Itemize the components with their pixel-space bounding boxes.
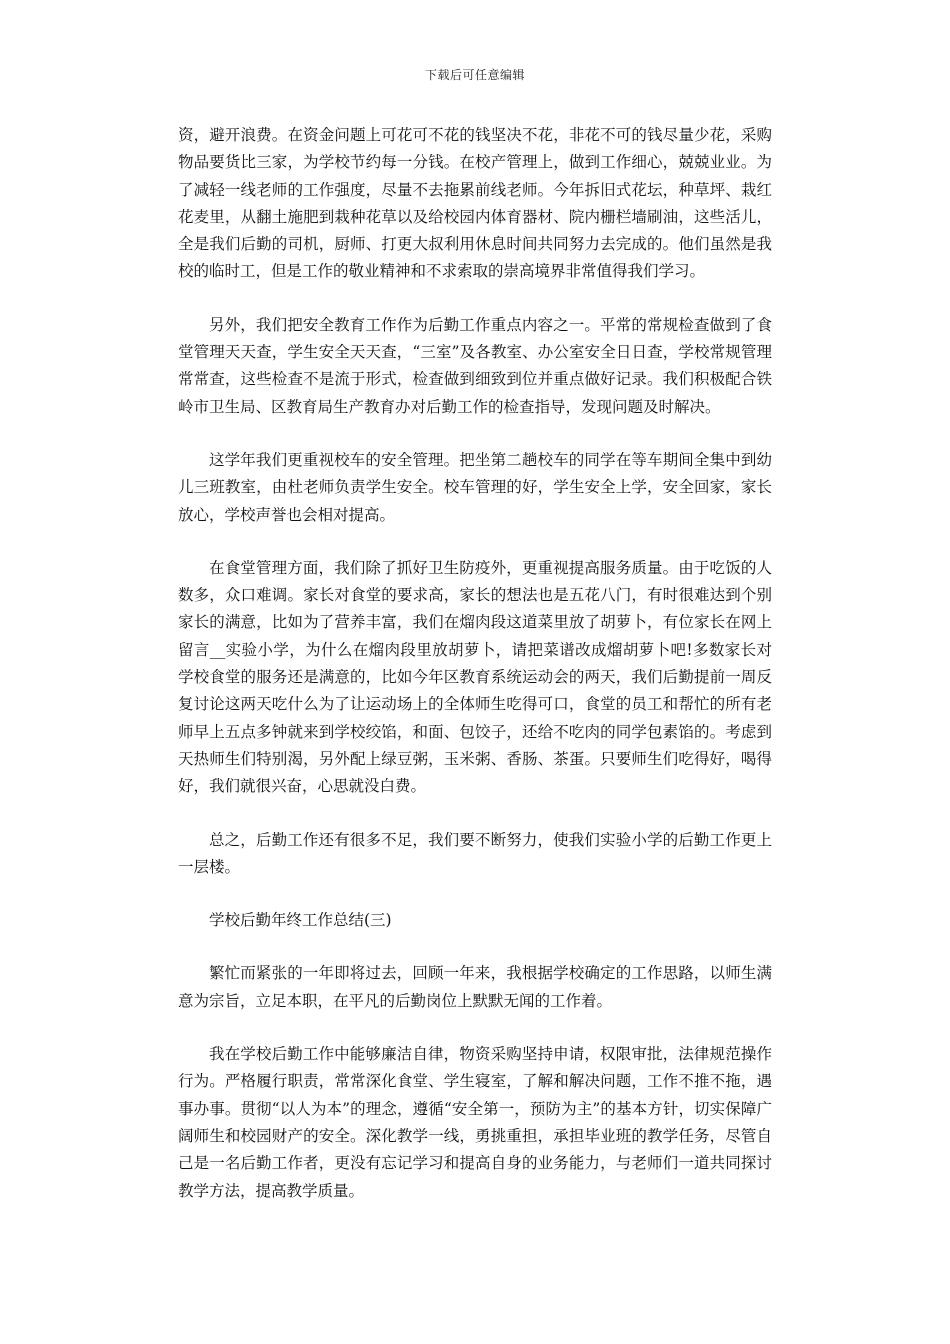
paragraph-canteen: 在食堂管理方面，我们除了抓好卫生防疫外，更重视提高服务质量。由于吃饭的人数多，众口难调。家长对食堂的要求高，家长的想法也是五花八门，有时很难达到个别家长的满意，比如为了营养丰富，我们在熘肉段这道菜里放了胡萝卜，有位家长在网上留言__实验小学，为什么在熘肉段里放胡萝卜，请把菜谱改成熘胡萝卜吧!多数家长对学校食堂的服务还是满意的，比如今年区教育系统运动会的两天，我们后勤提前一周反复讨论这两天吃什么为了让运动场上的全体师生吃得可口，食堂的员工和帮忙的所有老师早上五点多钟就来到学校绞馅，和面、包饺子，还给不吃肉的同学包素馅的。考虑到天热师生们特别渴，另外配上绿豆粥，玉米粥、香肠、茶蛋。只要师生们吃得好，喝得好，我们就很兴奋，心思就没白费。 [178, 558, 772, 796]
section-title: 学校后勤年终工作总结(三) [209, 911, 392, 930]
paragraph-safety-education: 另外，我们把安全教育工作作为后勤工作重点内容之一。平常的常规检查做到了食堂管理天天查，学生安全天天查，“三室”及各教室、办公室安全日日查，学校常规管理常常查，这些检查不是流于形式，检查做到细致到位并重点做好记录。我们积极配合铁岭市卫生局、区教育局生产教育办对后勤工作的检查指导，发现问题及时解决。 [178, 315, 772, 416]
paragraph-school-bus: 这学年我们更重视校车的安全管理。把坐第二趟校车的同学在等车期间全集中到幼儿三班教室，由杜老师负责学生安全。校车管理的好，学生安全上学，安全回家，家长放心，学校声誉也会相对提高。 [178, 450, 772, 524]
paragraph-self-discipline: 我在学校后勤工作中能够廉洁自律，物资采购坚持申请，权限审批，法律规范操作行为。严格履行职责，常常深化食堂、学生寝室，了解和解决问题，工作不推不拖，遇事办事。贯彻“以人为本”的理念，遵循“安全第一，预防为主”的基本方针，切实保障广阔师生和校园财产的安全。深化教学一线，勇挑重担，承担毕业班的教学任务，尽管自己是一名后勤工作者，更没有忘记学习和提高自身的业务能力，与老师们一道共同探讨教学方法，提高教学质量。 [178, 1045, 772, 1200]
paragraph-intro: 繁忙而紧张的一年即将过去，回顾一年来，我根据学校确定的工作思路，以师生满意为宗旨，立足本职，在平凡的后勤岗位上默默无闻的工作着。 [178, 964, 772, 1010]
page-header: 下载后可任意编辑 [424, 68, 525, 82]
paragraph-continuation: 资，避开浪费。在资金问题上可花可不花的钱坚决不花，非花不可的钱尽量少花，采购物品要货比三家，为学校节约每一分钱。在校产管理上，做到工作细心，兢兢业业。为了减轻一线老师的工作强度，尽量不去拖累前线老师。今年拆旧式花坛，种草坪、栽红花麦里，从翻土施肥到栽种花草以及给校园内体育器材、院内栅栏墙刷油，这些活儿，全是我们后勤的司机，厨师、打更大叔利用休息时间共同努力去完成的。他们虽然是我校的临时工，但是工作的敬业精神和不求索取的崇高境界非常值得我们学习。 [178, 126, 772, 281]
document-body [178, 122, 772, 1231]
paragraph-conclusion: 总之，后勤工作还有很多不足，我们要不断努力，使我们实验小学的后勤工作更上一层楼。 [178, 830, 772, 876]
